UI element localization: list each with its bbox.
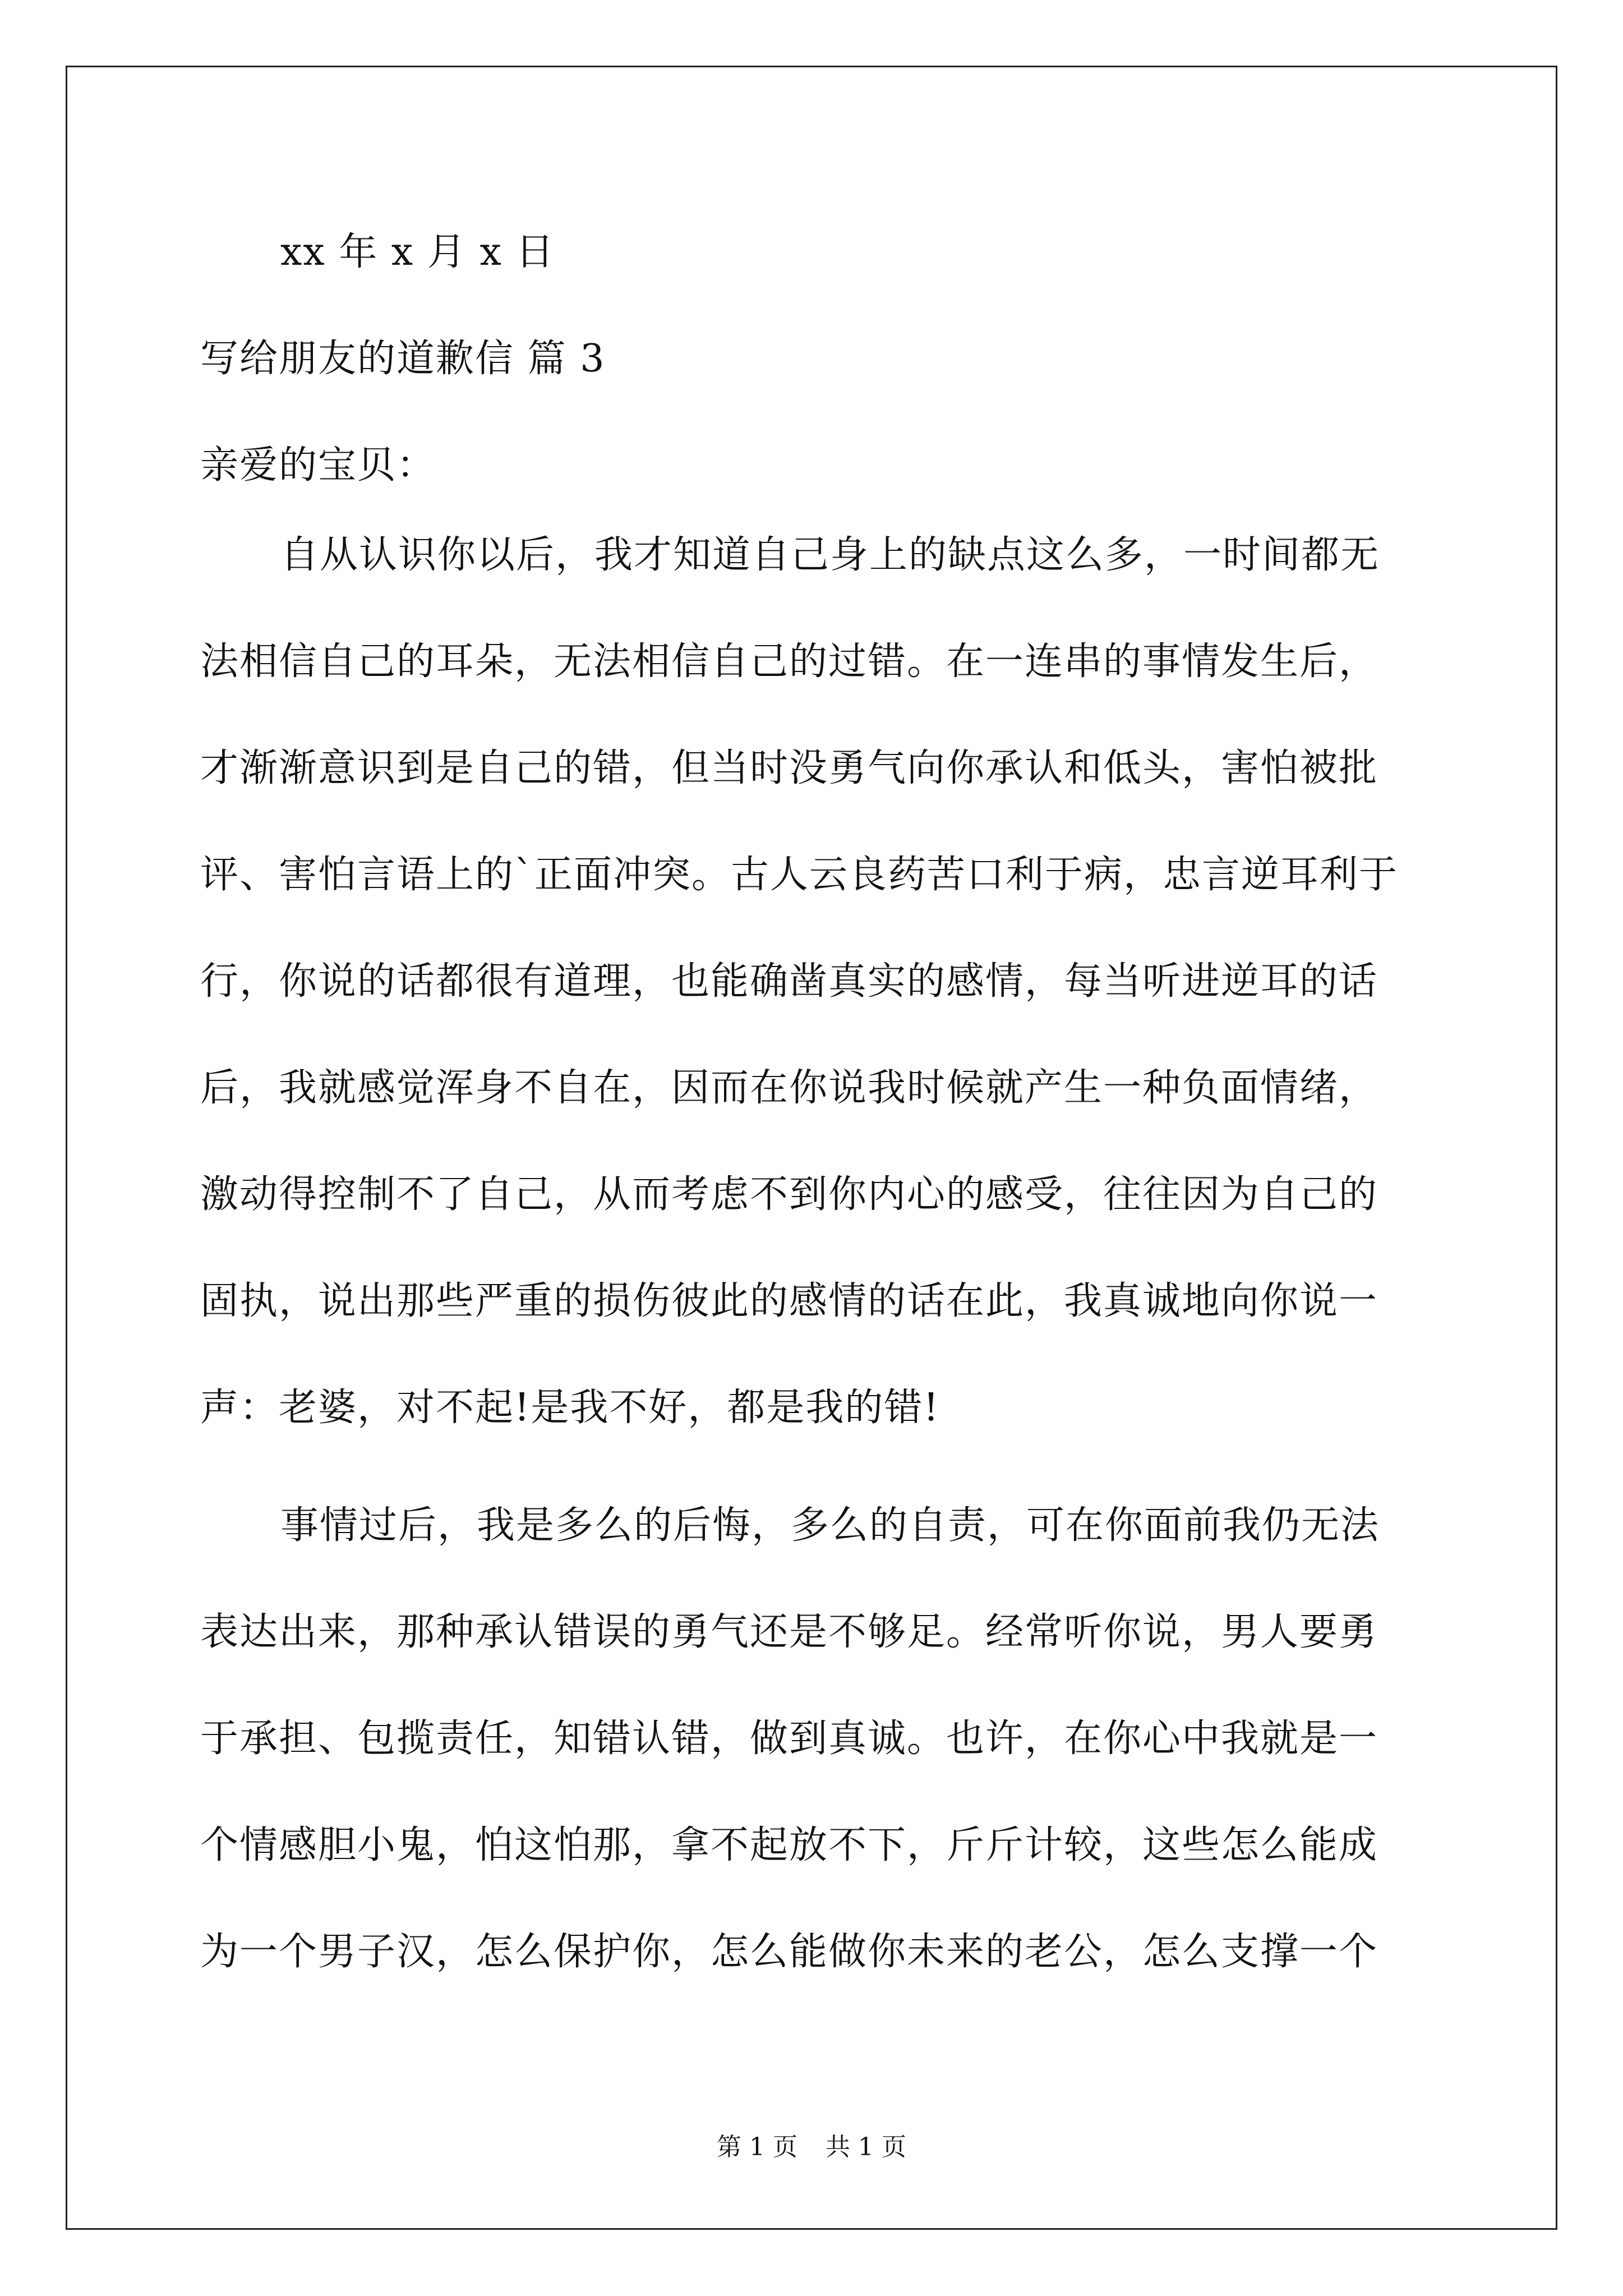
paragraph-2-line: 事情过后，我是多么的后悔，多么的自责，可在你面前我仍无法	[280, 1503, 1380, 1548]
paragraph-1-line: 才渐渐意识到是自己的错，但当时没勇气向你承认和低头，害怕被批	[200, 746, 1378, 790]
paragraph-2-line: 表达出来，那种承认错误的勇气还是不够足。经常听你说，男人要勇	[200, 1610, 1378, 1654]
letter-title: 写给朋友的道歉信 篇 3	[200, 337, 606, 381]
paragraph-1-line: 固执，说出那些严重的损伤彼此的感情的话在此，我真诚地向你说一	[200, 1279, 1378, 1323]
paragraph-1-line: 后，我就感觉浑身不自在，因而在你说我时候就产生一种负面情绪，	[200, 1066, 1378, 1110]
paragraph-2-line: 个情感胆小鬼，怕这怕那，拿不起放不下，斤斤计较，这些怎么能成	[200, 1823, 1378, 1867]
paragraph-2-line: 于承担、包揽责任，知错认错，做到真诚。也许，在你心中我就是一	[200, 1717, 1378, 1761]
paragraph-1-line: 法相信自己的耳朵，无法相信自己的过错。在一连串的事情发生后，	[200, 639, 1378, 684]
paragraph-1-line: 行，你说的话都很有道理，也能确凿真实的感情，每当听进逆耳的话	[200, 959, 1378, 1004]
paragraph-1-line: 自从认识你以后，我才知道自己身上的缺点这么多，一时间都无	[280, 533, 1380, 577]
letter-salutation: 亲爱的宝贝：	[200, 443, 436, 487]
paragraph-1-line: 声：老婆，对不起!是我不好，都是我的错!	[200, 1386, 940, 1430]
paragraph-1-line: 评、害怕言语上的`正面冲突。古人云良药苦口利于病，忠言逆耳利于	[200, 853, 1399, 897]
page-number-total: 共 1 页	[826, 2133, 906, 2161]
paragraph-2-line: 为一个男子汉，怎么保护你，怎么能做你未来的老公，怎么支撑一个	[200, 1930, 1378, 1974]
letter-date: xx 年 x 月 x 日	[280, 230, 555, 274]
page-border	[66, 66, 1557, 2230]
paragraph-1-line: 激动得控制不了自己，从而考虑不到你内心的感受，往往因为自己的	[200, 1172, 1378, 1217]
page-footer	[0, 2132, 1623, 2163]
page-number-current: 第 1 页	[717, 2133, 797, 2161]
